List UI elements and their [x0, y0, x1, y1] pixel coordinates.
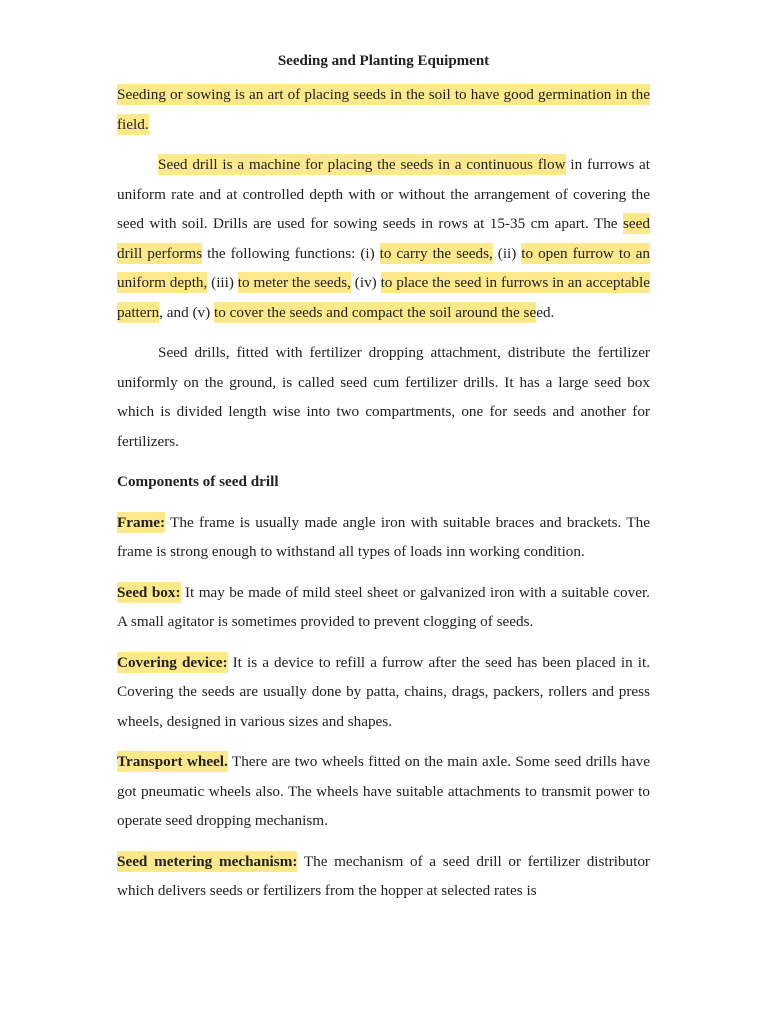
- paragraph-text: ed.: [536, 303, 555, 321]
- highlighted-text: to open furrow to an uniform depth,: [117, 244, 650, 291]
- seed-drill-definition-paragraph: [117, 150, 650, 327]
- paragraph-text: , and (v): [159, 303, 214, 321]
- highlighted-text: Seeding or sowing is an art of placing seeds in the soil to have good germination in the field.: [117, 86, 650, 133]
- components-heading: Components of seed drill: [117, 473, 279, 490]
- component-term: Seed box:: [117, 583, 181, 601]
- paragraph-text: the following functions: (i): [202, 244, 380, 262]
- component-seed-metering-mechanism: [117, 847, 650, 906]
- highlighted-text: to place the seed in furrows in an acceptable pattern: [117, 274, 650, 321]
- component-covering-device: [117, 648, 650, 737]
- paragraph-text: (iii): [207, 274, 238, 291]
- highlighted-text: to cover the seeds and compact the soil around the se: [214, 303, 537, 321]
- component-frame: [117, 508, 650, 567]
- component-term: Frame:: [117, 513, 166, 531]
- component-description: It may be made of mild steel sheet or galvanized iron with a suitable cover. A small agitator is sometimes provided to prevent clogging of seeds.: [117, 583, 650, 630]
- paragraph-text: (iv): [350, 274, 381, 291]
- component-description: The mechanism of a seed drill or fertilizer distributor which delivers seeds or fertilizers from the hopper at selected rates is: [117, 852, 650, 899]
- document-body: [117, 50, 650, 917]
- component-description: There are two wheels fitted on the main axle. Some seed drills have got pneumatic wheels also. The wheels have suitable attachments to transmit power to operate seed dropping mechanism.: [117, 753, 650, 829]
- highlighted-text: to meter the seeds,: [237, 274, 351, 291]
- component-seed-box: [117, 578, 650, 637]
- component-term: Covering device:: [117, 653, 228, 671]
- component-transport-wheel: [117, 747, 650, 836]
- component-term: Transport wheel.: [117, 753, 228, 770]
- component-description: It is a device to refill a furrow after the seed has been placed in it. Covering the seeds are usually done by patta, chains, drags, packers, rollers and press wheels, designed in various sizes and shapes.: [117, 653, 650, 730]
- highlighted-text: seed drill performs: [117, 215, 650, 262]
- highlighted-text: Seed drill is a machine for placing the seeds in a continuous flow: [158, 156, 566, 173]
- page-title: Seeding and Planting Equipment: [277, 53, 490, 69]
- highlighted-text: to carry the seeds,: [379, 244, 493, 262]
- paragraph-text: in furrows at uniform rate and at controlled depth with or without the arrangement of covering the seed with soil. Drills are used for sowing seeds in rows at 15-35 cm apart. The: [117, 156, 650, 232]
- component-description: The frame is usually made angle iron with suitable braces and brackets. The frame is strong enough to withstand all types of loads inn working condition.: [117, 513, 650, 560]
- paragraph-text: (ii): [492, 244, 522, 262]
- fertilizer-drill-paragraph: Seed drills, fitted with fertilizer dropping attachment, distribute the fertilizer uniformly on the ground, is called seed cum fertilizer drills. It has a large seed box which is divided length wise into two compartments, one for seeds and another for fertilizers.: [117, 344, 650, 450]
- component-term: Seed metering mechanism:: [117, 852, 298, 870]
- intro-paragraph: [117, 80, 650, 139]
